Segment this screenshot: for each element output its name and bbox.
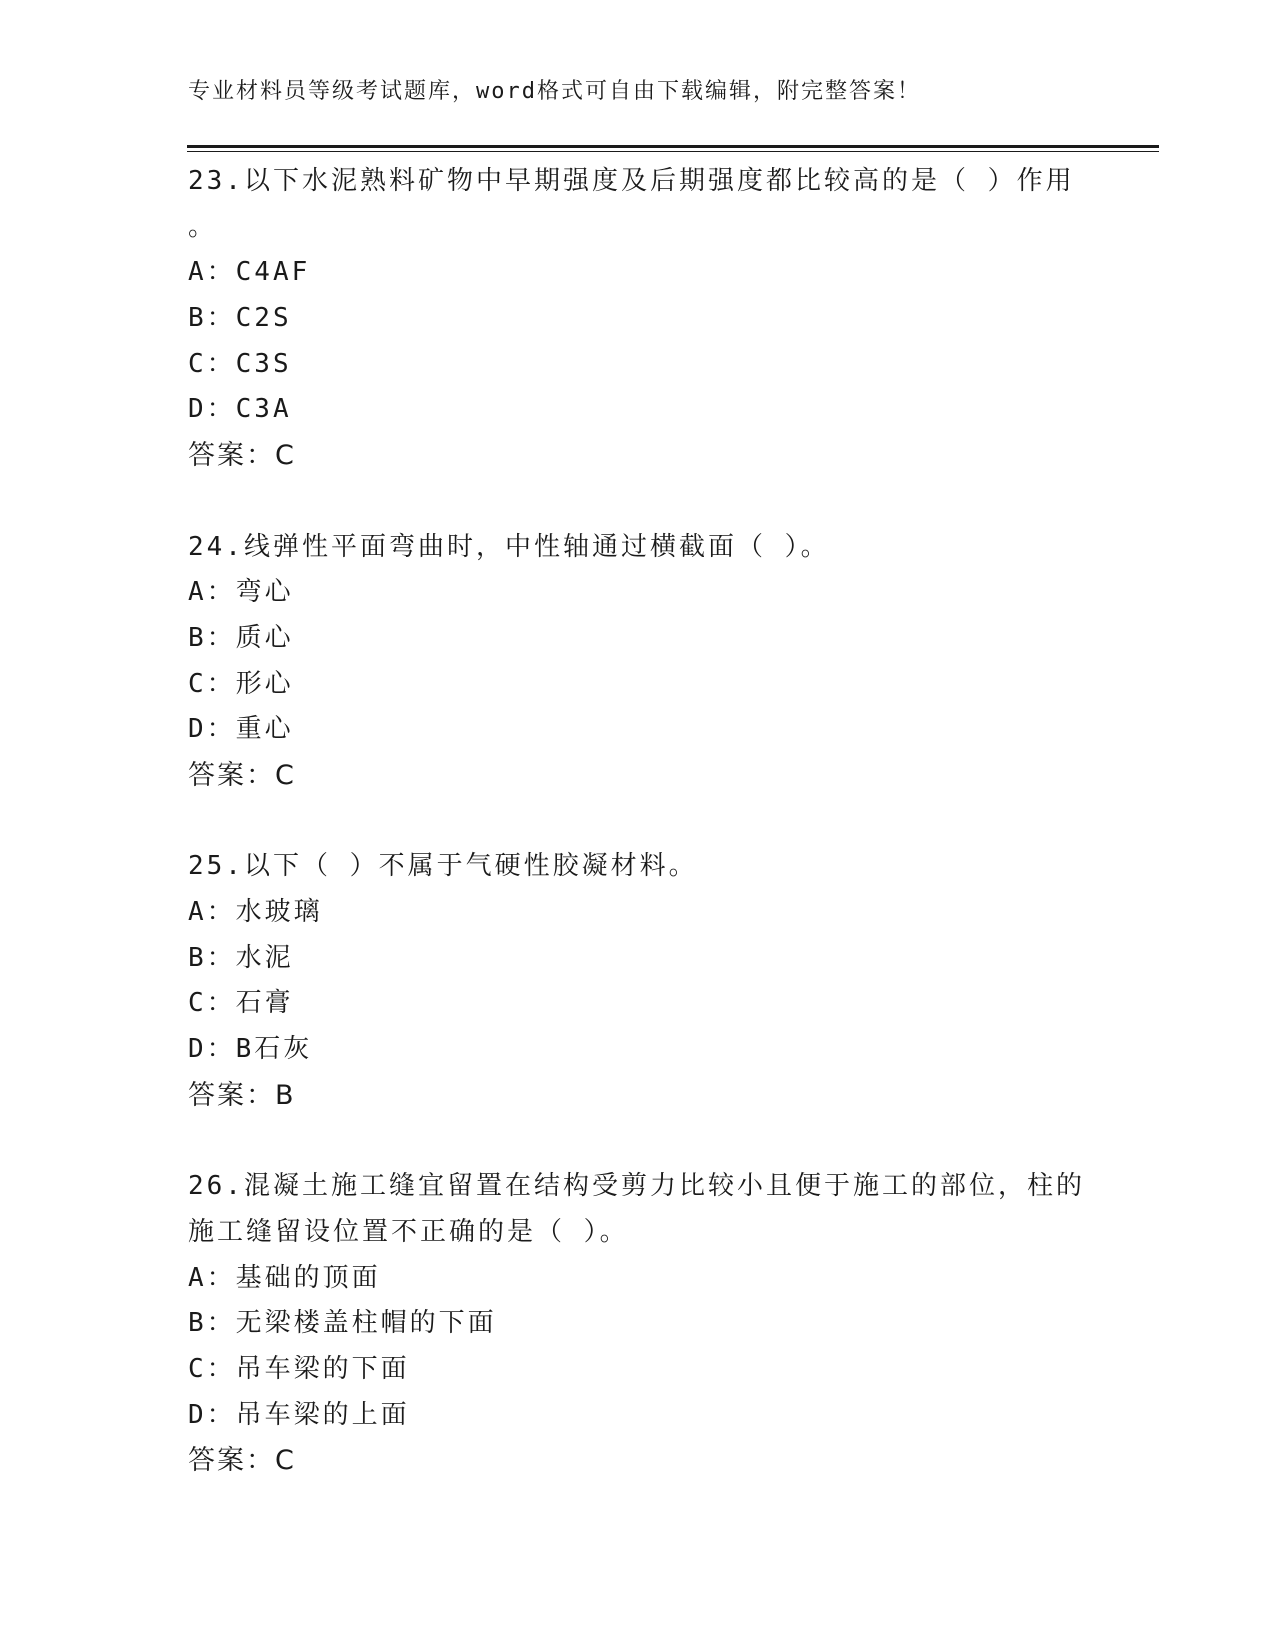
header-divider-thick xyxy=(187,145,1159,148)
question-list xyxy=(188,159,1088,1484)
option-d: D：B石灰 xyxy=(188,1034,313,1065)
question-stem: 24.线弹性平面弯曲时，中性轴通过横截面（ ）。 xyxy=(188,531,830,562)
option-b: B：无梁楼盖柱帽的下面 xyxy=(188,1308,497,1339)
answer: 答案：C xyxy=(188,1445,296,1477)
option-b: B：C2S xyxy=(188,303,292,334)
question-stem: 25.以下（ ）不属于气硬性胶凝材料。 xyxy=(188,851,698,882)
question-stem: 施工缝留设位置不正确的是（ ）。 xyxy=(188,1216,629,1247)
option-b: B：质心 xyxy=(188,622,294,653)
header-divider-thin xyxy=(187,151,1159,152)
option-a: A：水玻璃 xyxy=(188,897,323,927)
option-a: A：C4AF xyxy=(188,257,311,288)
option-a: A：基础的顶面 xyxy=(188,1262,381,1293)
answer: 答案：B xyxy=(188,1079,296,1111)
question-26 xyxy=(188,1164,1088,1484)
page-header: 专业材料员等级考试题库，word格式可自由下载编辑，附完整答案！ xyxy=(188,79,921,104)
answer: 答案：C xyxy=(188,759,296,791)
option-c: C：石膏 xyxy=(188,988,294,1019)
question-stem: 26.混凝土施工缝宜留置在结构受剪力比较小且便于施工的部位，柱的 xyxy=(188,1171,1085,1202)
option-d: D：C3A xyxy=(188,394,292,425)
option-a: A：弯心 xyxy=(188,577,294,608)
question-24 xyxy=(188,525,1088,799)
option-c: C：C3S xyxy=(188,348,292,379)
option-c: C：形心 xyxy=(188,668,294,699)
question-23 xyxy=(188,159,1088,479)
option-c: C：吊车梁的下面 xyxy=(188,1353,410,1384)
answer: 答案：C xyxy=(188,440,296,472)
option-d: D：重心 xyxy=(188,714,294,745)
option-b: B：水泥 xyxy=(188,942,294,973)
question-stem: 23.以下水泥熟料矿物中早期强度及后期强度都比较高的是（ ）作用 xyxy=(188,166,1075,196)
option-d: D：吊车梁的上面 xyxy=(188,1399,410,1430)
question-25 xyxy=(188,844,1088,1118)
question-stem: 。 xyxy=(188,211,218,242)
